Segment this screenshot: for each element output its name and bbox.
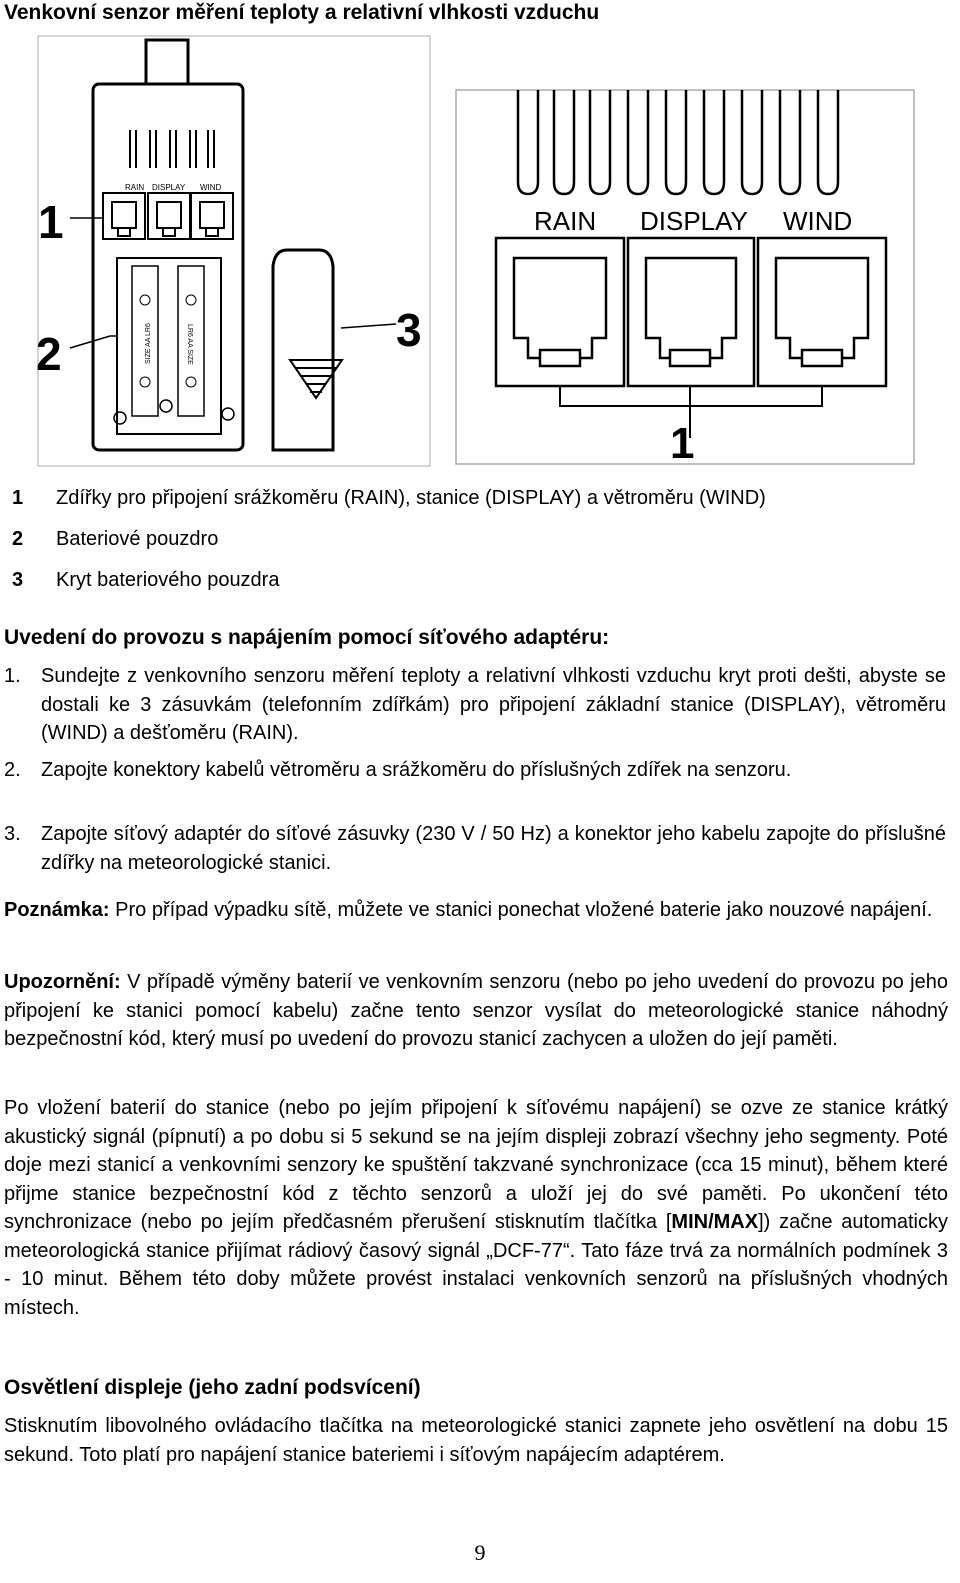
sync-text: Po vložení baterií do stanice (nebo po jejím připojení k síťovému napájení) se ozve ze stanice krátký akustický signál (pípnutí) a po dobu si 5 sekund se na jejím displeji zobrazí všechny jeho segmenty. Poté doje mezi stanicí a venkovními senzory ke spuštění takzvané synchronizace (cca 15 minut), během které přijme stanice bezpečnostní kód z těchto senzorů a uloží jej do své paměti. Po ukončení této synchronizace (nebo po jejím předčasném přerušení stisknutím tlačítka [ <box>4 1097 948 1233</box>
section-title-setup: Uvedení do provozu s napájením pomocí síťového adaptéru: <box>4 626 610 649</box>
callout-2: 2 <box>36 328 62 380</box>
setup-step <box>4 662 946 748</box>
warning-paragraph <box>4 968 948 1054</box>
sync-paragraph <box>4 1094 948 1322</box>
legend-item <box>12 519 766 560</box>
small-jack-label: DISPLAY <box>152 183 186 192</box>
small-jack-label: WIND <box>200 183 222 192</box>
big-jack-label-rain: RAIN <box>534 206 597 236</box>
step-text: Sundejte z venkovního senzoru měření teploty a relativní vlhkosti vzduchu kryt proti dešti, abyste se dostali ke 3 zásuvkám (telefonním zdířkám) pro připojení základní stanice (DISPLAY), větroměru (WIND) a dešťoměru (RAIN). <box>41 665 946 744</box>
step-number: 3. <box>4 823 21 845</box>
step-text: Zapojte síťový adaptér do síťové zásuvky (230 V / 50 Hz) a konektor jeho kabelu zapojte do příslušné zdířky na meteorologické stanici. <box>41 823 946 874</box>
sensor-diagram <box>0 30 960 470</box>
battery-cover <box>273 250 333 450</box>
legend-number: 2 <box>12 528 24 550</box>
legend-number: 3 <box>12 569 24 591</box>
legend-text: Bateriové pouzdro <box>56 528 219 550</box>
small-jacks <box>103 193 233 239</box>
section-title-backlight: Osvětlení displeje (jeho zadní podsvícení) <box>4 1376 421 1399</box>
legend-item <box>12 478 766 519</box>
sensor-plug <box>146 40 188 86</box>
warning-text: V případě výměny baterií ve venkovním senzoru (nebo po jeho uvedení do provozu po jeho připojení ke stanici pomocí kabelu) začne tento senzor vysílat do meteorologické stanice náhodný bezpečnostní kód, který musí po uvedení do provozu stanicí zachycen a uložen do její paměti. <box>4 971 948 1050</box>
page-number: 9 <box>474 1540 486 1565</box>
big-jacks <box>496 238 886 386</box>
callout-1: 1 <box>38 196 64 248</box>
note-label: Poznámka: <box>4 899 110 921</box>
battery-label-right: LR6 AA SIZE <box>186 324 193 365</box>
legend-item <box>12 560 766 601</box>
big-callout-1: 1 <box>670 419 695 468</box>
step-number: 2. <box>4 759 21 781</box>
setup-step <box>4 820 946 877</box>
backlight-paragraph: Stisknutím libovolného ovládacího tlačítka na meteorologické stanici zapnete jeho osvětlení na dobu 15 sekund. Toto platí pro napájení stanice bateriemi i síťovým napájecím adaptérem. <box>4 1415 948 1466</box>
big-jack-label-wind: WIND <box>783 206 853 236</box>
warning-label: Upozornění: <box>4 971 121 993</box>
step-number: 1. <box>4 665 21 687</box>
legend-text: Zdířky pro připojení srážkoměru (RAIN), stanice (DISPLAY) a větroměru (WIND) <box>56 487 766 509</box>
step-text: Zapojte konektory kabelů větroměru a srážkoměru do příslušných zdířek na senzoru. <box>41 759 792 781</box>
note-paragraph <box>4 896 948 925</box>
setup-step <box>4 756 946 785</box>
big-jack-label-display: DISPLAY <box>640 206 748 236</box>
legend-number: 1 <box>12 487 24 509</box>
battery-label-left: SIZE AA LR6 <box>145 323 152 364</box>
page-heading: Venkovní senzor měření teploty a relativní vlhkosti vzduchu <box>4 1 600 24</box>
figure-legend <box>12 478 766 601</box>
note-text: Pro případ výpadku sítě, můžete ve stanici ponechat vložené baterie jako nouzové napájení. <box>109 899 933 921</box>
callout-3: 3 <box>396 304 422 356</box>
small-jack-label: RAIN <box>125 183 145 192</box>
sync-text-cont: ]) začne automaticky meteorologická stanice přijímat rádiový časový signál „DCF-77“. Tato fáze trvá za normálních podmínek 3 - 10 minut. Během této doby můžete provést instalaci venkovních senzorů na příslušných vhodných místech. <box>4 1211 948 1319</box>
min-max-button-ref: MIN/MAX <box>671 1211 759 1233</box>
legend-text: Kryt bateriového pouzdra <box>56 569 280 591</box>
